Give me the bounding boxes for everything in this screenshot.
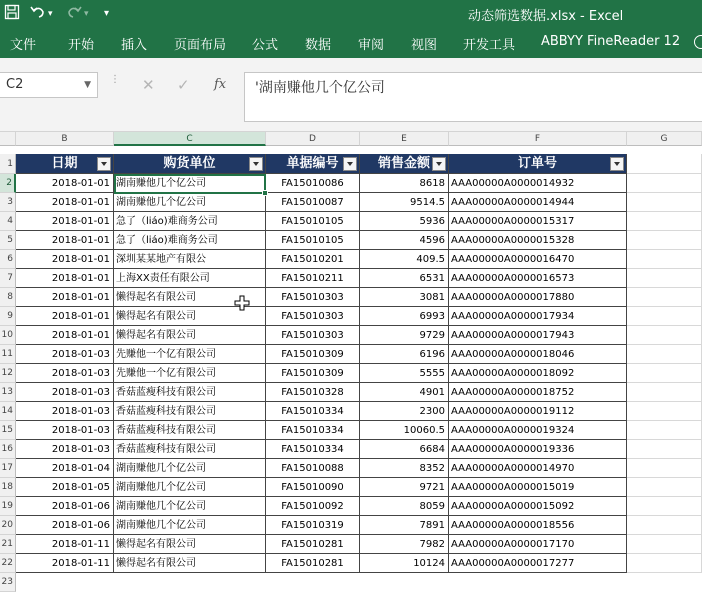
cell-empty[interactable] — [627, 478, 702, 497]
cell-buyer[interactable]: 先赚他一个亿有限公司 — [114, 364, 266, 383]
row-header[interactable]: 6 — [0, 250, 16, 269]
cell-date[interactable]: 2018-01-11 — [16, 535, 114, 554]
formula-area — [0, 58, 702, 132]
cell-amount[interactable]: 7982 — [360, 535, 449, 554]
cell-empty[interactable] — [627, 174, 702, 193]
cell-amount[interactable]: 4596 — [360, 231, 449, 250]
cell-amount[interactable]: 5936 — [360, 212, 449, 231]
row-header[interactable]: 15 — [0, 421, 16, 440]
ribbon-tabs — [0, 28, 702, 58]
save-icon[interactable] — [4, 4, 20, 24]
cell-doc-number[interactable]: FA15010334 — [266, 402, 360, 421]
name-box[interactable] — [0, 72, 98, 98]
cell-buyer[interactable]: 湖南赚他几个亿公司 — [114, 174, 266, 193]
cell-buyer[interactable]: 急了（liáo)难商务公司 — [114, 231, 266, 250]
cell-buyer[interactable]: 湖南赚他几个亿公司 — [114, 459, 266, 478]
row-header[interactable]: 21 — [0, 535, 16, 554]
cell-doc-number[interactable]: FA15010105 — [266, 212, 360, 231]
row-header[interactable]: 11 — [0, 345, 16, 364]
header-order-number-label: 订单号 — [517, 156, 557, 171]
row-header[interactable]: 17 — [0, 459, 16, 478]
cell-amount[interactable]: 9721 — [360, 478, 449, 497]
header-buyer-label: 购货单位 — [163, 156, 216, 171]
cell-buyer[interactable]: 先赚他一个亿有限公司 — [114, 345, 266, 364]
cell-buyer[interactable]: 急了（liáo)难商务公司 — [114, 212, 266, 231]
cell-date[interactable]: 2018-01-04 — [16, 459, 114, 478]
cell-order-number[interactable]: AAA00000A0000017934 — [449, 307, 627, 326]
formula-bar-input[interactable] — [244, 72, 702, 122]
cell-doc-number[interactable]: FA15010309 — [266, 364, 360, 383]
cell-date[interactable]: 2018-01-03 — [16, 440, 114, 459]
cell-order-number[interactable]: AAA00000A0000018092 — [449, 364, 627, 383]
header-order-number — [449, 154, 627, 174]
header-buyer — [114, 154, 266, 174]
cell-empty[interactable] — [627, 212, 702, 231]
row-header[interactable]: 10 — [0, 326, 16, 345]
cell-buyer[interactable]: 香菇蓝瘦科技有限公司 — [114, 383, 266, 402]
cell-amount[interactable]: 8618 — [360, 174, 449, 193]
cell-empty[interactable] — [627, 535, 702, 554]
row-header[interactable]: 8 — [0, 288, 16, 307]
enter-check-icon[interactable]: ✓ — [177, 76, 190, 94]
cell-order-number[interactable]: AAA00000A0000015328 — [449, 231, 627, 250]
cell-order-number[interactable]: AAA00000A0000017277 — [449, 554, 627, 573]
cell-doc-number[interactable]: FA15010303 — [266, 307, 360, 326]
cell-buyer[interactable]: 香菇蓝瘦科技有限公司 — [114, 421, 266, 440]
tab-review[interactable]: 审阅 — [358, 38, 385, 53]
cell-amount[interactable]: 4901 — [360, 383, 449, 402]
cell-doc-number[interactable]: FA15010303 — [266, 288, 360, 307]
row-header[interactable]: 23 — [0, 573, 16, 592]
cell-date[interactable]: 2018-01-03 — [16, 402, 114, 421]
cell-empty[interactable] — [627, 421, 702, 440]
cell-empty[interactable] — [627, 326, 702, 345]
cell-doc-number[interactable]: FA15010211 — [266, 269, 360, 288]
cell-doc-number[interactable]: FA15010092 — [266, 497, 360, 516]
row-header[interactable]: 1 — [0, 154, 16, 174]
cell-empty[interactable] — [627, 383, 702, 402]
row-header[interactable]: 12 — [0, 364, 16, 383]
title-bar — [0, 0, 702, 28]
cell-empty[interactable] — [627, 307, 702, 326]
cell-date[interactable]: 2018-01-03 — [16, 345, 114, 364]
cell-date[interactable]: 2018-01-11 — [16, 554, 114, 573]
formula-bar-value: '湖南赚他几个亿公司 — [255, 80, 385, 96]
cell-buyer[interactable]: 湖南赚他几个亿公司 — [114, 516, 266, 535]
cell-buyer[interactable]: 湖南赚他几个亿公司 — [114, 497, 266, 516]
cell-empty[interactable] — [627, 459, 702, 478]
filter-dropdown-icon[interactable] — [249, 157, 263, 171]
cell-buyer[interactable]: 深圳某某地产有限公 — [114, 250, 266, 269]
cell-date[interactable]: 2018-01-06 — [16, 516, 114, 535]
row-header[interactable]: 2 — [0, 174, 16, 193]
column-header-g[interactable]: G — [627, 132, 702, 146]
cell-date[interactable]: 2018-01-01 — [16, 174, 114, 193]
tab-abbyy[interactable]: ABBYY FineReader 12 — [541, 34, 681, 49]
redo-icon[interactable] — [66, 4, 82, 24]
cell-order-number[interactable]: AAA00000A0000015092 — [449, 497, 627, 516]
tab-developer[interactable]: 开发工具 — [463, 38, 516, 53]
cell-amount[interactable]: 409.5 — [360, 250, 449, 269]
tab-page-layout[interactable]: 页面布局 — [174, 38, 227, 53]
cell-empty[interactable] — [627, 364, 702, 383]
row-header[interactable]: 16 — [0, 440, 16, 459]
cell-amount[interactable]: 6531 — [360, 269, 449, 288]
cell-doc-number[interactable]: FA15010105 — [266, 231, 360, 250]
name-box-value: C2 — [6, 77, 24, 92]
column-header-b[interactable]: B — [16, 132, 114, 146]
cell-doc-number[interactable]: FA15010281 — [266, 554, 360, 573]
column-header-e[interactable]: E — [360, 132, 449, 146]
cell-empty[interactable] — [627, 288, 702, 307]
filter-dropdown-icon[interactable] — [343, 157, 357, 171]
cell-amount[interactable]: 8059 — [360, 497, 449, 516]
column-header-c[interactable]: C — [114, 132, 266, 146]
grip-icon[interactable]: ⋮ — [110, 74, 120, 85]
cell-date[interactable]: 2018-01-06 — [16, 497, 114, 516]
cell-order-number[interactable]: AAA00000A0000017880 — [449, 288, 627, 307]
cell-date[interactable]: 2018-01-05 — [16, 478, 114, 497]
cell-empty[interactable] — [627, 269, 702, 288]
cell-doc-number[interactable]: FA15010334 — [266, 440, 360, 459]
header-date — [16, 154, 114, 174]
cell-amount[interactable]: 10124 — [360, 554, 449, 573]
cell-buyer[interactable]: 香菇蓝瘦科技有限公司 — [114, 402, 266, 421]
header-amount — [360, 154, 449, 174]
cell-empty[interactable] — [627, 154, 702, 174]
cell-amount[interactable]: 2300 — [360, 402, 449, 421]
cell-order-number[interactable]: AAA00000A0000014970 — [449, 459, 627, 478]
cell-amount[interactable]: 9729 — [360, 326, 449, 345]
tell-me-icon[interactable] — [694, 35, 708, 49]
cell-order-number[interactable]: AAA00000A0000017943 — [449, 326, 627, 345]
row-header[interactable]: 7 — [0, 269, 16, 288]
tab-view[interactable]: 视图 — [411, 38, 438, 53]
cell-buyer[interactable]: 懒得起名有限公司 — [114, 288, 266, 307]
cell-amount[interactable]: 8352 — [360, 459, 449, 478]
filter-dropdown-icon[interactable] — [432, 157, 446, 171]
cell-empty[interactable] — [627, 497, 702, 516]
cell-date[interactable]: 2018-01-03 — [16, 364, 114, 383]
cell-order-number[interactable]: AAA00000A0000015019 — [449, 478, 627, 497]
row-header[interactable]: 4 — [0, 212, 16, 231]
cell-doc-number[interactable]: FA15010281 — [266, 535, 360, 554]
cell-doc-number[interactable]: FA15010319 — [266, 516, 360, 535]
cell-empty[interactable] — [627, 193, 702, 212]
header-amount-label: 销售金额 — [377, 156, 430, 171]
cell-empty[interactable] — [627, 554, 702, 573]
cell-doc-number[interactable]: FA15010328 — [266, 383, 360, 402]
cell-buyer[interactable]: 湖南赚他几个亿公司 — [114, 478, 266, 497]
row-header[interactable]: 3 — [0, 193, 16, 212]
customize-quick-access-icon[interactable]: ▾ — [104, 8, 110, 19]
cell-order-number[interactable]: AAA00000A0000016573 — [449, 269, 627, 288]
cell-amount[interactable]: 5555 — [360, 364, 449, 383]
cell-empty[interactable] — [627, 345, 702, 364]
cell-doc-number[interactable]: FA15010088 — [266, 459, 360, 478]
cell-amount[interactable]: 7891 — [360, 516, 449, 535]
cell-empty[interactable] — [627, 250, 702, 269]
tab-formulas[interactable]: 公式 — [252, 38, 279, 53]
cell-order-number[interactable]: AAA00000A0000016470 — [449, 250, 627, 269]
cell-doc-number[interactable]: FA15010086 — [266, 174, 360, 193]
cell-buyer[interactable]: 香菇蓝瘦科技有限公司 — [114, 440, 266, 459]
cell-amount[interactable]: 10060.5 — [360, 421, 449, 440]
row-header[interactable]: 13 — [0, 383, 16, 402]
cell-buyer[interactable]: 懒得起名有限公司 — [114, 535, 266, 554]
tab-insert[interactable]: 插入 — [121, 38, 148, 53]
column-header-d[interactable]: D — [266, 132, 360, 146]
cell-buyer[interactable]: 湖南赚他几个亿公司 — [114, 193, 266, 212]
undo-icon[interactable] — [30, 4, 46, 24]
cell-date[interactable]: 2018-01-01 — [16, 288, 114, 307]
cell-amount[interactable]: 6196 — [360, 345, 449, 364]
tab-home[interactable]: 开始 — [68, 38, 95, 53]
header-doc-number — [266, 154, 360, 174]
cell-buyer[interactable]: 上海XX责任有限公司 — [114, 269, 266, 288]
window-title: 动态筛选数据.xlsx - Excel — [468, 9, 624, 24]
cell-doc-number[interactable]: FA15010090 — [266, 478, 360, 497]
cell-amount[interactable]: 3081 — [360, 288, 449, 307]
row-header[interactable]: 22 — [0, 554, 16, 573]
header-date-label: 日期 — [51, 156, 78, 171]
cell-order-number[interactable]: AAA00000A0000018556 — [449, 516, 627, 535]
cell-date[interactable]: 2018-01-01 — [16, 212, 114, 231]
redo-dropdown-icon[interactable]: ▾ — [84, 9, 89, 19]
undo-dropdown-icon[interactable]: ▾ — [48, 9, 53, 19]
cell-date[interactable]: 2018-01-01 — [16, 231, 114, 250]
tab-file[interactable]: 文件 — [10, 38, 37, 53]
cell-doc-number[interactable]: FA15010201 — [266, 250, 360, 269]
cell-order-number[interactable]: AAA00000A0000014944 — [449, 193, 627, 212]
cell-date[interactable]: 2018-01-01 — [16, 307, 114, 326]
cell-date[interactable]: 2018-01-01 — [16, 250, 114, 269]
cell-empty[interactable] — [627, 440, 702, 459]
tab-data[interactable]: 数据 — [305, 38, 332, 53]
cell-order-number[interactable]: AAA00000A0000019112 — [449, 402, 627, 421]
row-header[interactable]: 19 — [0, 497, 16, 516]
row-header[interactable]: 9 — [0, 307, 16, 326]
cell-buyer[interactable]: 懒得起名有限公司 — [114, 307, 266, 326]
cell-amount[interactable]: 6684 — [360, 440, 449, 459]
cell-buyer[interactable]: 懒得起名有限公司 — [114, 554, 266, 573]
move-cursor-icon — [235, 296, 249, 310]
cell-date[interactable]: 2018-01-03 — [16, 421, 114, 440]
cell-empty[interactable] — [627, 402, 702, 421]
cell-date[interactable]: 2018-01-03 — [16, 383, 114, 402]
cell-doc-number[interactable]: FA15010334 — [266, 421, 360, 440]
row-header[interactable]: 18 — [0, 478, 16, 497]
cell-order-number[interactable]: AAA00000A0000018046 — [449, 345, 627, 364]
cell-date[interactable]: 2018-01-01 — [16, 269, 114, 288]
cell-order-number[interactable]: AAA00000A0000018752 — [449, 383, 627, 402]
cell-empty[interactable] — [627, 516, 702, 535]
row-header[interactable]: 20 — [0, 516, 16, 535]
cancel-icon[interactable]: ✕ — [142, 76, 155, 94]
cell-order-number[interactable]: AAA00000A0000017170 — [449, 535, 627, 554]
cell-doc-number[interactable]: FA15010087 — [266, 193, 360, 212]
cell-amount[interactable]: 6993 — [360, 307, 449, 326]
cell-doc-number[interactable]: FA15010309 — [266, 345, 360, 364]
row-header[interactable]: 14 — [0, 402, 16, 421]
cell-order-number[interactable]: AAA00000A0000019336 — [449, 440, 627, 459]
select-all-corner[interactable] — [0, 132, 16, 146]
cell-amount[interactable]: 9514.5 — [360, 193, 449, 212]
cell-buyer[interactable]: 懒得起名有限公司 — [114, 326, 266, 345]
filter-dropdown-icon[interactable] — [97, 157, 111, 171]
column-header-f[interactable]: F — [449, 132, 627, 146]
header-doc-number-label: 单据编号 — [286, 156, 339, 171]
insert-function-button[interactable]: fx — [214, 77, 227, 92]
chevron-down-icon[interactable]: ▼ — [84, 80, 91, 90]
cell-order-number[interactable]: AAA00000A0000015317 — [449, 212, 627, 231]
cell-order-number[interactable]: AAA00000A0000019324 — [449, 421, 627, 440]
filter-dropdown-icon[interactable] — [610, 157, 624, 171]
cell-empty[interactable] — [627, 231, 702, 250]
row-header[interactable]: 5 — [0, 231, 16, 250]
cell-order-number[interactable]: AAA00000A0000014932 — [449, 174, 627, 193]
cell-date[interactable]: 2018-01-01 — [16, 193, 114, 212]
cell-date[interactable]: 2018-01-01 — [16, 326, 114, 345]
cell-doc-number[interactable]: FA15010303 — [266, 326, 360, 345]
